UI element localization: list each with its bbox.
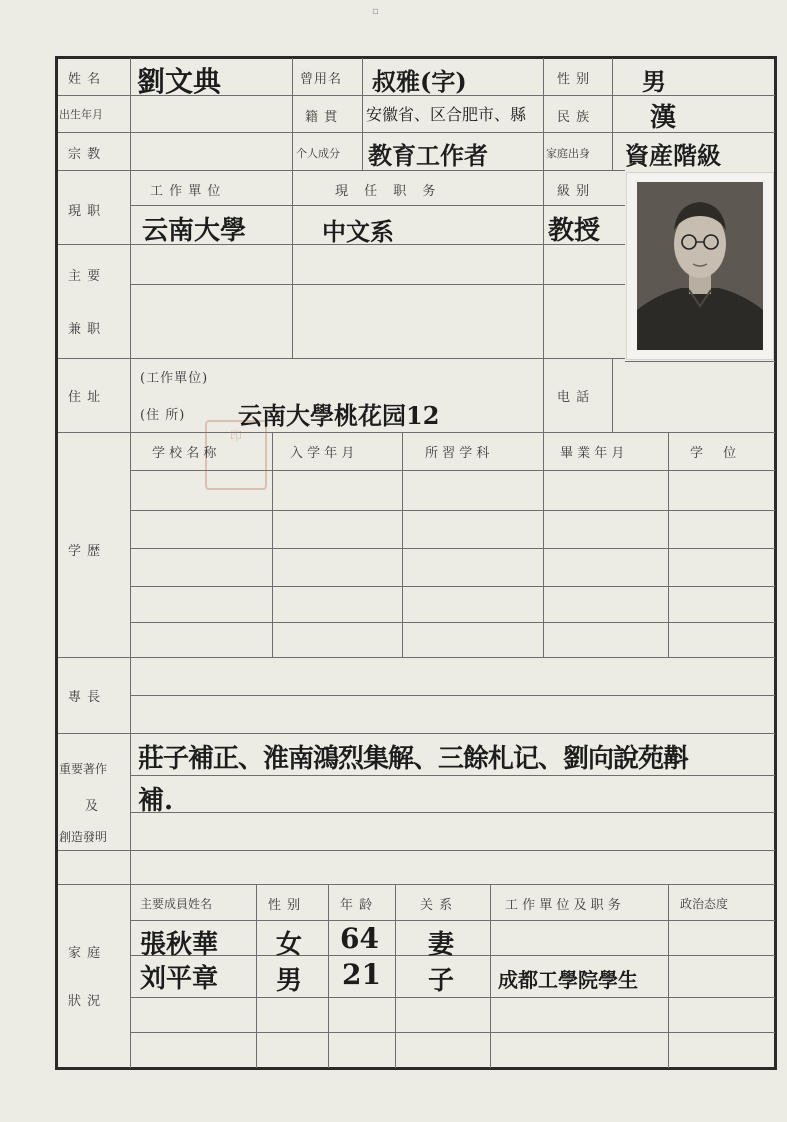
label-enroll-date: 入 学 年 月	[290, 446, 355, 461]
label-works-1: 重要著作	[59, 762, 108, 776]
faint-seal-stamp: 印	[205, 420, 267, 490]
member-1-gender: 女	[276, 930, 303, 960]
member-2-work: 成都工學院學生	[498, 968, 638, 992]
label-birth: 出生年月	[59, 108, 103, 121]
label-address: 住 址	[68, 390, 102, 405]
label-member-work: 工 作 單 位 及 职 务	[505, 898, 621, 913]
value-former-name: 叔雅(字)	[372, 67, 467, 96]
value-works-line1: 莊子補正、淮南鴻烈集解、三餘札记、劉向說苑斠	[138, 744, 689, 774]
label-part-time-main: 主 要	[68, 269, 102, 284]
label-phone: 电 話	[557, 390, 591, 405]
portrait-figure	[637, 182, 763, 350]
value-current-title: 中文系	[322, 217, 394, 246]
label-family-origin: 家庭出身	[546, 147, 590, 160]
label-religion: 宗 教	[68, 147, 102, 162]
label-member-name: 主要成員姓名	[140, 897, 213, 911]
label-native-place: 籍 貫	[305, 110, 339, 125]
label-member-relation: 关 系	[420, 898, 454, 913]
member-2-name: 刘平章	[140, 964, 219, 994]
label-name: 姓 名	[68, 72, 102, 87]
label-family-1: 家 庭	[68, 946, 102, 961]
label-member-political: 政治态度	[680, 897, 729, 911]
label-degree: 学 位	[690, 446, 745, 461]
value-gender: 男	[642, 67, 666, 96]
portrait-photo	[627, 173, 773, 359]
member-1-relation: 妻	[428, 930, 455, 960]
label-ethnicity: 民 族	[557, 110, 591, 125]
label-school-name: 学 校 名 称	[152, 446, 217, 461]
label-subject: 所 習 学 科	[425, 446, 490, 461]
label-works-2: 及	[85, 799, 100, 814]
label-address-work-unit: (工作單位)	[140, 371, 209, 386]
value-level: 教授	[548, 216, 601, 246]
label-work-unit-header: 工 作 單 位	[150, 184, 222, 199]
member-2-relation: 子	[428, 966, 455, 996]
value-work-unit: 云南大學	[142, 216, 247, 246]
label-member-gender: 性 别	[268, 898, 302, 913]
pin-mark: ▫	[372, 6, 379, 17]
member-2-gender: 男	[276, 966, 303, 996]
label-level-header: 級 别	[557, 184, 591, 199]
label-education: 学 歴	[68, 544, 102, 559]
label-address-residence: (住 所)	[140, 408, 186, 423]
member-1-age: 64	[340, 922, 379, 955]
label-grad-date: 畢 業 年 月	[560, 446, 625, 461]
label-specialty: 專 長	[68, 690, 102, 705]
label-personal-status: 个人成分	[296, 147, 340, 160]
value-personal-status: 教育工作者	[368, 141, 488, 170]
member-2-age: 21	[342, 958, 381, 991]
label-current-job: 現 职	[68, 204, 102, 219]
label-current-title-header: 現 任 职 务	[335, 184, 442, 199]
value-works-line2: 補.	[138, 786, 174, 816]
label-part-time-job: 兼 职	[68, 322, 102, 337]
label-family-2: 狀 況	[68, 994, 102, 1009]
value-residence: 云南大學桃花园12	[238, 401, 440, 430]
value-native-place: 安徽省、区合肥市、縣	[366, 105, 527, 124]
value-ethnicity: 漢	[650, 103, 677, 133]
value-family-origin: 資産階級	[625, 141, 721, 170]
label-works-3: 創造發明	[59, 830, 108, 844]
label-former-name: 曾用名	[300, 72, 343, 87]
label-member-age: 年 龄	[340, 898, 374, 913]
label-gender: 性 别	[557, 72, 591, 87]
member-1-name: 張秋華	[140, 930, 219, 960]
value-name: 劉文典	[137, 65, 222, 98]
